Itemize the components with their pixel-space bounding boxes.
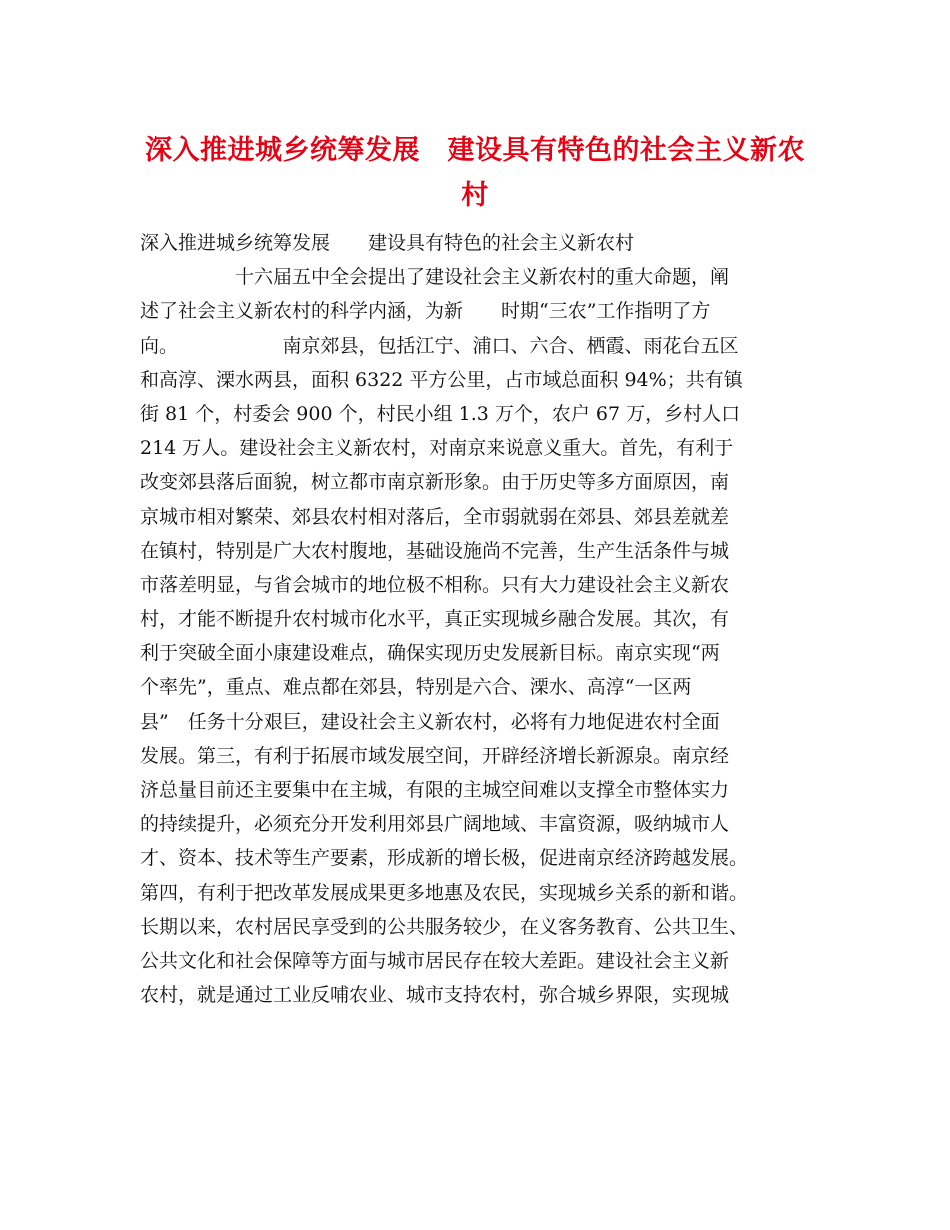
body-line: 发展。第三，有利于拓展市域发展空间，开辟经济增长新源泉。南京经 xyxy=(140,744,730,767)
body-line: 市落差明显，与省会城市的地位极不相称。只有大力建设社会主义新农 xyxy=(140,573,730,596)
body-line: 十六届五中全会提出了建设社会主义新农村的重大命题，阐 xyxy=(140,266,730,289)
body-line: 述了社会主义新农村的科学内涵，为新 时期“三农”工作指明了方 xyxy=(140,300,711,323)
title-line-1: 深入推进城乡统筹发展 建设具有特色的社会主义新农 xyxy=(145,135,805,166)
body-line: 才、资本、技术等生产要素，形成新的增长极，促进南京经济跨越发展。 xyxy=(140,847,749,870)
body-line: 农村，就是通过工业反哺农业、城市支持农村，弥合城乡界限，实现城 xyxy=(140,984,730,1007)
body-line: 第四，有利于把改革发展成果更多地惠及农民，实现城乡关系的新和谐。 xyxy=(140,881,749,904)
body-line: 利于突破全面小康建设难点，确保实现历史发展新目标。南京实现“两 xyxy=(140,642,720,665)
body-line: 村，才能不断提升农村城市化水平，真正实现城乡融合发展。其次，有 xyxy=(140,608,730,631)
title-line-2: 村 xyxy=(461,180,489,211)
body-line: 的持续提升，必须充分开发利用郊县广阔地域、丰富资源，吸纳城市人 xyxy=(140,813,730,836)
body-line: 深入推进城乡统筹发展 建设具有特色的社会主义新农村 xyxy=(140,232,635,254)
body-line: 公共文化和社会保障等方面与城市居民存在较大差距。建设社会主义新 xyxy=(140,949,730,972)
body-line: 在镇村，特别是广大农村腹地，基础设施尚不完善，生产生活条件与城 xyxy=(140,539,730,562)
body-line: 214 万人。建设社会主义新农村，对南京来说意义重大。首先，有利于 xyxy=(140,437,734,460)
body-line: 和高淳、溧水两县，面积 6322 平方公里，占市域总面积 94%；共有镇 xyxy=(140,368,743,391)
document-title xyxy=(120,128,830,218)
body-line: 济总量目前还主要集中在主城，有限的主城空间难以支撑全市整体实力 xyxy=(140,779,730,801)
body-line: 个率先”，重点、难点都在郊县，特别是六合、溧水、高淳“一区两 xyxy=(140,676,692,699)
body-line: 街 81 个，村委会 900 个，村民小组 1.3 万个，农户 67 万，乡村人口 xyxy=(140,402,741,425)
body-line: 县” 任务十分艰巨，建设社会主义新农村，必将有力地促进农村全面 xyxy=(140,710,720,733)
body-line: 京城市相对繁荣、郊县农村相对落后，全市弱就弱在郊县、郊县差就差 xyxy=(140,505,730,528)
body-line: 向。 南京郊县，包括江宁、浦口、六合、栖霞、雨花台五区 xyxy=(140,334,739,357)
body-line: 长期以来，农村居民享受到的公共服务较少，在义客务教育、公共卫生、 xyxy=(140,915,749,938)
document-body xyxy=(140,226,830,1012)
body-line: 改变郊县落后面貌，树立都市南京新形象。由于历史等多方面原因，南 xyxy=(140,471,730,494)
